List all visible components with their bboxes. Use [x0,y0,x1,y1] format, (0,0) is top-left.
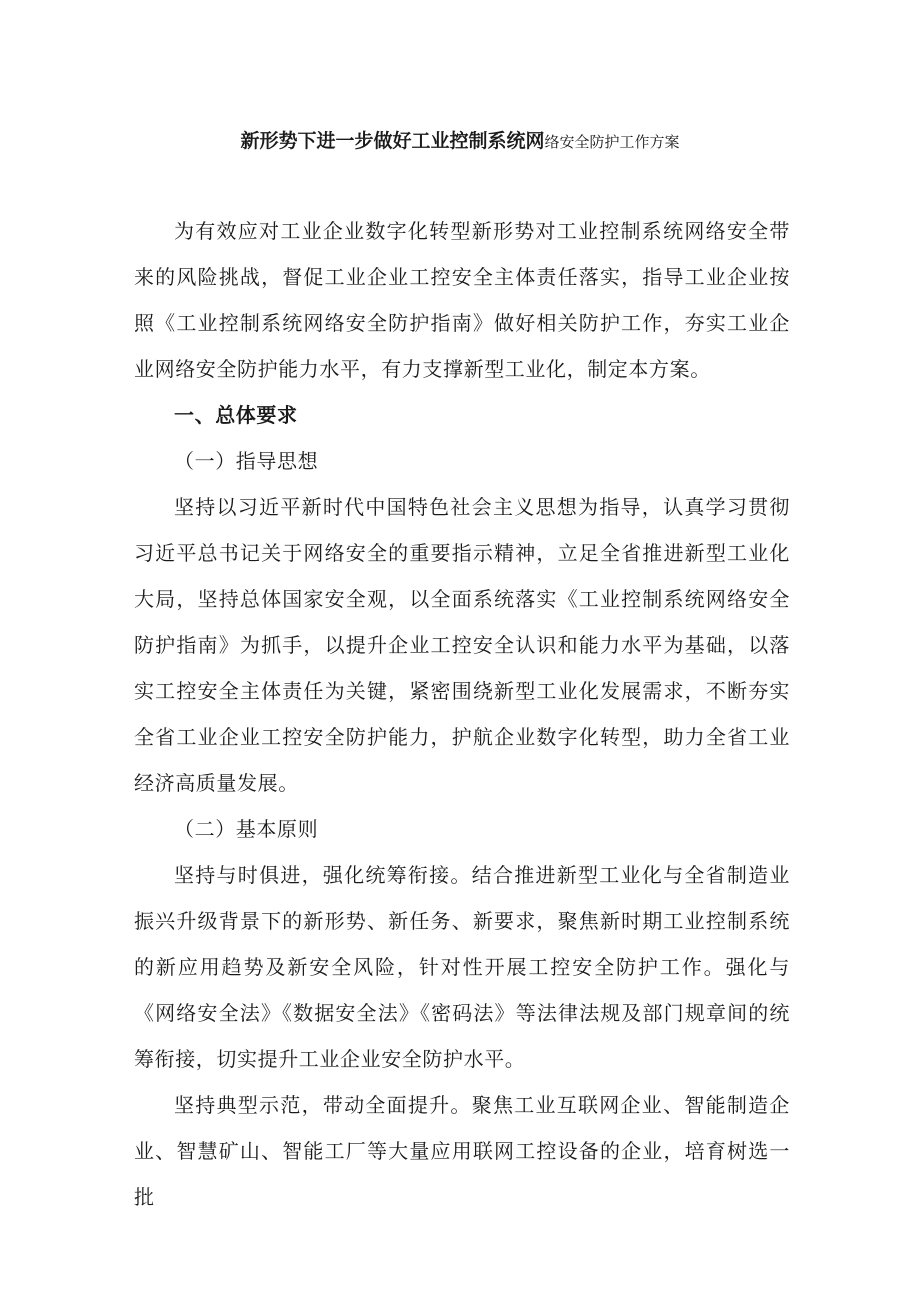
document-title [0,128,920,155]
subsection-heading-guiding-ideology: （一）指导思想 [174,449,319,473]
guiding-ideology-paragraph: 坚持以习近平新时代中国特色社会主义思想为指导，认真学习贯彻习近平总书记关于网络安全的重要指示精神，立足全省推进新型工业化大局，坚持总体国家安全观，以全面系统落实《工业控制系统网络安全防护指南》为抓手，以提升企业工控安全认识和能力水平为基础，以落实工控安全主体责任为关键，紧密围绕新型工业化发展需求，不断夯实全省工业企业工控安全防护能力，护航企业数字化转型，助力全省工业经济高质量发展。 [134,495,790,795]
subsection-heading-basic-principles: （二）基本原则 [174,817,319,841]
document-body [134,208,790,1220]
intro-paragraph: 为有效应对工业企业数字化转型新形势对工业控制系统网络安全带来的风险挑战，督促工业企业工控安全主体责任落实，指导工业企业按照《工业控制系统网络安全防护指南》做好相关防护工作，夯实工业企业网络安全防护能力水平，有力支撑新型工业化，制定本方案。 [134,219,790,381]
section-heading-general-requirements: 一、总体要求 [174,403,298,427]
basic-principles-paragraph-2: 坚持典型示范，带动全面提升。聚焦工业互联网企业、智能制造企业、智慧矿山、智能工厂等大量应用联网工控设备的企业，培育树选一批 [134,1093,790,1209]
title-main: 新形势下进一步做好工业控制系统网 [240,130,545,152]
title-tail: 络安全防护工作方案 [544,133,680,151]
basic-principles-paragraph-1: 坚持与时俱进，强化统筹衔接。结合推进新型工业化与全省制造业振兴升级背景下的新形势、新任务、新要求，聚焦新时期工业控制系统的新应用趋势及新安全风险，针对性开展工控安全防护工作。强化与《网络安全法》《数据安全法》《密码法》等法律法规及部门规章间的统筹衔接，切实提升工业企业安全防护水平。 [134,863,790,1071]
